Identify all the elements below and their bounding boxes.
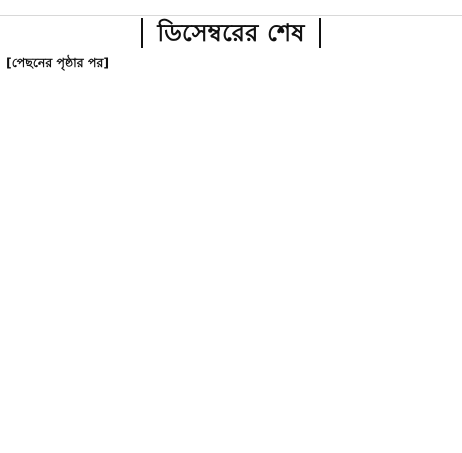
body-line bbox=[6, 306, 456, 324]
body-line bbox=[6, 126, 456, 144]
lead-reference: [পেছনের পৃষ্ঠার পর] bbox=[6, 55, 110, 70]
body-line bbox=[6, 360, 456, 378]
headline-container bbox=[6, 16, 456, 50]
body-line bbox=[6, 270, 456, 288]
body-line bbox=[6, 414, 456, 432]
body-line bbox=[6, 252, 456, 270]
body-line bbox=[6, 180, 456, 198]
body-line bbox=[6, 54, 456, 72]
body-line bbox=[6, 162, 456, 180]
body-line bbox=[6, 198, 456, 216]
body-line bbox=[6, 90, 456, 108]
body-line bbox=[6, 144, 456, 162]
body-line bbox=[6, 324, 456, 342]
body-line bbox=[6, 72, 456, 90]
clipped-previous-line bbox=[0, 0, 462, 16]
body-line bbox=[6, 234, 456, 252]
body-line bbox=[6, 216, 456, 234]
body-line bbox=[6, 396, 456, 414]
body-line bbox=[6, 342, 456, 360]
body-line bbox=[6, 288, 456, 306]
body-line bbox=[6, 378, 456, 396]
article-headline: ডিসেম্বরের শেষ bbox=[141, 18, 320, 48]
article-body bbox=[6, 54, 456, 449]
body-line bbox=[6, 432, 456, 449]
body-line bbox=[6, 108, 456, 126]
